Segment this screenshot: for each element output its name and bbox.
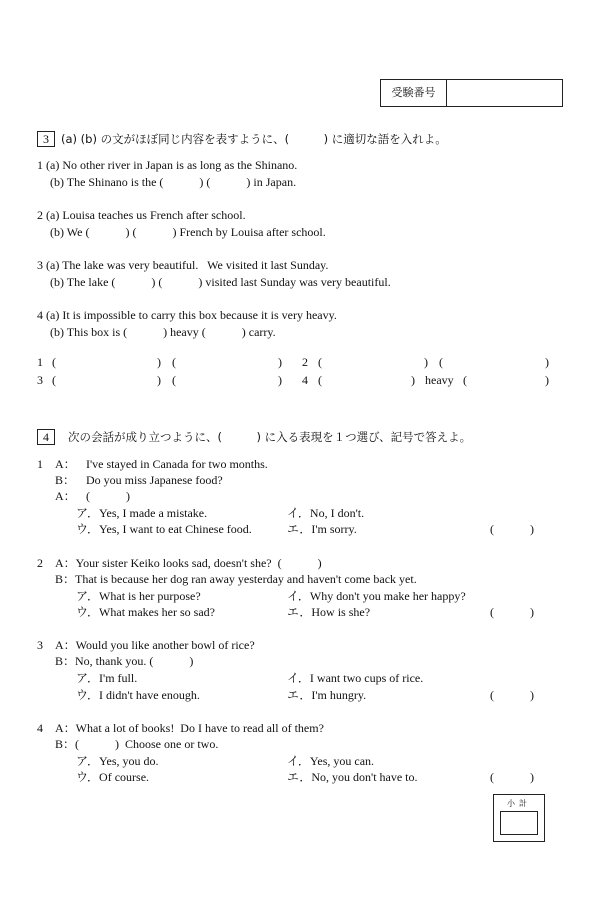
q3-option-u: ウ．I didn't have enough. xyxy=(76,688,200,702)
q2-option-u: ウ．What makes her so sad? xyxy=(76,605,215,619)
subtotal-label: 小計 xyxy=(507,799,531,808)
answer-3-blank-1-close: ) xyxy=(157,373,161,387)
q1-option-a: ア．Yes, I made a mistake. xyxy=(76,506,208,520)
q4-answer-box[interactable]: ( ) xyxy=(490,770,534,784)
s3-item-4-a: 4 (a) It is impossible to carry this box because it is very heavy. xyxy=(37,308,337,322)
answer-1-blank-2-close: ) xyxy=(278,355,282,369)
q3-line-1: A：Would you like another bowl of rice? xyxy=(55,638,255,652)
exam-number-label: 受験番号 xyxy=(381,80,447,106)
s3-item-2-b: (b) We ( ) ( ) French by Louisa after school. xyxy=(50,225,326,239)
section-3-instruction: (a) (b) の文がほぼ同じ内容を表すように、( ) に適切な語を入れよ。 xyxy=(61,132,447,146)
answer-3-blank-2-open: ( xyxy=(172,373,176,387)
s3-item-3-a: 3 (a) The lake was very beautiful. We visited it last Sunday. xyxy=(37,258,329,272)
q1-option-u: ウ．Yes, I want to eat Chinese food. xyxy=(76,522,252,536)
s3-item-3-b: (b) The lake ( ) ( ) visited last Sunday was very beautiful. xyxy=(50,275,391,289)
q4-option-u: ウ．Of course. xyxy=(76,770,150,784)
answer-2-blank-2-close: ) xyxy=(545,355,549,369)
answer-4-blank-1-open: ( xyxy=(318,373,322,387)
q1-speaker-a: A： xyxy=(55,457,76,471)
q1-speaker-a2: A： xyxy=(55,489,76,503)
q3-option-i: イ．I want two cups of rice. xyxy=(287,671,424,685)
section-4-number: 4 xyxy=(37,429,55,445)
s3-item-2-a: 2 (a) Louisa teaches us French after school. xyxy=(37,208,246,222)
q1-line-1: I've stayed in Canada for two months. xyxy=(86,457,268,471)
answer-4-blank-2-open: ( xyxy=(463,373,467,387)
q2-option-e: エ．How is she? xyxy=(287,605,371,619)
answer-label-2: 2 xyxy=(302,355,308,369)
answer-3-blank-2-close: ) xyxy=(278,373,282,387)
section-3-number: 3 xyxy=(37,131,55,147)
answer-4-blank-1-close: ) xyxy=(411,373,415,387)
q1-number: 1 xyxy=(37,457,43,471)
answer-1-blank-1-open: ( xyxy=(52,355,56,369)
q2-answer-box[interactable]: ( ) xyxy=(490,605,534,619)
s3-item-4-b: (b) This box is ( ) heavy ( ) carry. xyxy=(50,325,276,339)
q1-speaker-b: B： xyxy=(55,473,76,487)
q2-line-2: B：That is because her dog ran away yesterday and haven't come back yet. xyxy=(55,572,417,586)
subtotal-field[interactable] xyxy=(500,811,538,835)
answer-label-3: 3 xyxy=(37,373,43,387)
q4-number: 4 xyxy=(37,721,43,735)
q4-line-1: A：What a lot of books! Do I have to read all of them? xyxy=(55,721,324,735)
subtotal-box xyxy=(493,794,545,842)
answer-4-heavy: heavy xyxy=(425,373,454,387)
s3-item-1-a: 1 (a) No other river in Japan is as long as the Shinano. xyxy=(37,158,298,172)
q4-option-a: ア．Yes, you do. xyxy=(76,754,159,768)
answer-2-blank-2-open: ( xyxy=(439,355,443,369)
q4-option-e: エ．No, you don't have to. xyxy=(287,770,418,784)
q2-option-a: ア．What is her purpose? xyxy=(76,589,201,603)
exam-number-field[interactable] xyxy=(447,80,562,106)
s3-item-1-b: (b) The Shinano is the ( ) ( ) in Japan. xyxy=(50,175,297,189)
q2-number: 2 xyxy=(37,556,43,570)
q3-line-2: B：No, thank you. ( ) xyxy=(55,654,194,668)
q4-line-2: B：( ) Choose one or two. xyxy=(55,737,219,751)
q2-line-1: A：Your sister Keiko looks sad, doesn't she? ( ) xyxy=(55,556,322,570)
q1-line-2: Do you miss Japanese food? xyxy=(86,473,223,487)
q1-option-e: エ．I'm sorry. xyxy=(287,522,357,536)
answer-1-blank-2-open: ( xyxy=(172,355,176,369)
answer-4-blank-2-close: ) xyxy=(545,373,549,387)
section-4-instruction: 次の会話が成り立つように、( ) に入る表現を１つ選び、記号で答えよ。 xyxy=(68,430,472,444)
answer-label-1: 1 xyxy=(37,355,43,369)
q3-option-e: エ．I'm hungry. xyxy=(287,688,367,702)
q1-option-i: イ．No, I don't. xyxy=(287,506,365,520)
q1-answer-box[interactable]: ( ) xyxy=(490,522,534,536)
q1-blank: ( ) xyxy=(86,489,130,503)
exam-number-box xyxy=(380,79,563,107)
answer-3-blank-1-open: ( xyxy=(52,373,56,387)
q4-option-i: イ．Yes, you can. xyxy=(287,754,375,768)
q3-number: 3 xyxy=(37,638,43,652)
q3-answer-box[interactable]: ( ) xyxy=(490,688,534,702)
q3-option-a: ア．I'm full. xyxy=(76,671,138,685)
q2-option-i: イ．Why don't you make her happy? xyxy=(287,589,466,603)
answer-2-blank-1-open: ( xyxy=(318,355,322,369)
answer-label-4: 4 xyxy=(302,373,308,387)
answer-1-blank-1-close: ) xyxy=(157,355,161,369)
answer-2-blank-1-close: ) xyxy=(424,355,428,369)
